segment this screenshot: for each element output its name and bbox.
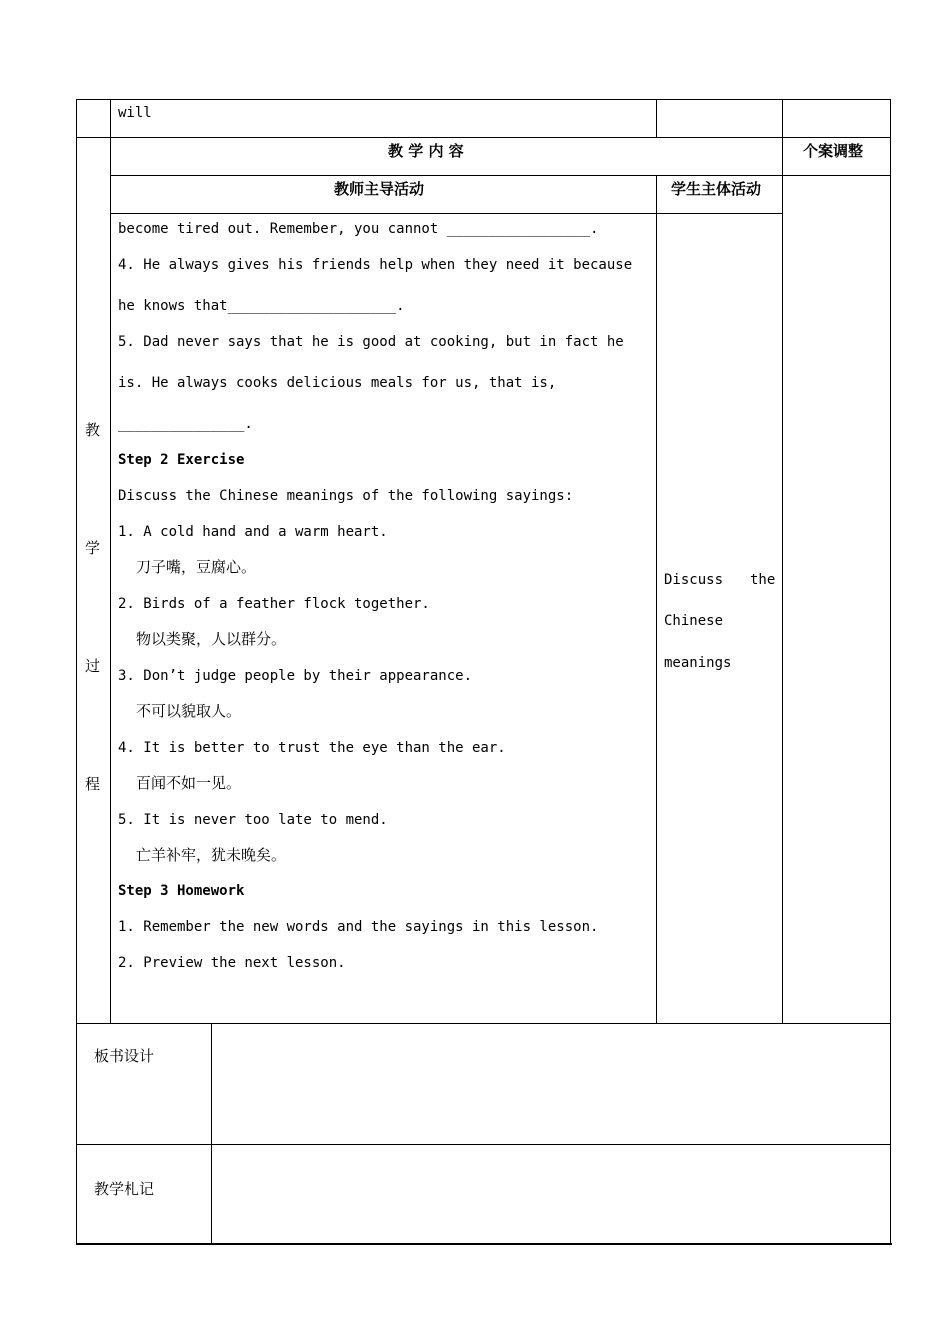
content-line-3: he knows that____________________. — [118, 298, 405, 314]
teacher-activity-header: 教师主导活动 — [334, 180, 425, 198]
student-activity-header: 学生主体活动 — [671, 180, 762, 198]
table-bottom-border — [76, 1243, 892, 1245]
student-activity-word-2: the — [750, 572, 776, 588]
board-bottom-line — [76, 1144, 891, 1145]
top-row-text: will — [118, 105, 152, 121]
saying-4-chinese: 百闻不如一见。 — [136, 774, 242, 792]
table-left-border — [76, 99, 77, 1245]
saying-2-chinese: 物以类聚，人以群分。 — [136, 630, 287, 648]
saying-1-chinese: 刀子嘴，豆腐心。 — [136, 558, 257, 576]
discuss-instruction: Discuss the Chinese meanings of the following sayings: — [118, 488, 574, 504]
saying-4: 4. It is better to trust the eye than the ear. — [118, 740, 506, 756]
homework-1: 1. Remember the new words and the sayings in this lesson. — [118, 919, 599, 935]
teaching-content-header: 教 学 内 容 — [388, 142, 464, 160]
saying-3: 3. Don’t judge people by their appearance. — [118, 668, 473, 684]
content-line-1: become tired out. Remember, you cannot _________________. — [118, 221, 599, 237]
student-activity-word-4: meanings — [664, 655, 732, 671]
saying-5-chinese: 亡羊补牢，犹未晚矣。 — [136, 846, 287, 864]
side-label-char-3: 过 — [85, 657, 101, 675]
table-right-border — [890, 99, 891, 1245]
table-top-border — [76, 99, 891, 100]
subheader-line-right — [656, 213, 782, 214]
content-line-6: _______________. — [118, 416, 253, 432]
content-line-5: is. He always cooks delicious meals for us, that is, — [118, 375, 557, 391]
content-line-2: 4. He always gives his friends help when they need it because — [118, 257, 633, 273]
step-2-heading: Step 2 Exercise — [118, 452, 245, 468]
student-activity-word-3: Chinese — [664, 613, 724, 629]
content-line-4: 5. Dad never says that he is good at cooking, but in fact he — [118, 334, 624, 350]
process-bottom-line — [76, 1023, 891, 1024]
subheader-line-left — [110, 213, 656, 214]
saying-1: 1. A cold hand and a warm heart. — [118, 524, 388, 540]
top-row-bottom-line — [76, 137, 891, 138]
side-label-char-2: 学 — [85, 539, 101, 557]
teaching-notes-label: 教学札记 — [94, 1180, 155, 1198]
homework-2: 2. Preview the next lesson. — [118, 955, 346, 971]
student-column-divider — [656, 175, 657, 1024]
side-label-char-1: 教 — [85, 421, 101, 439]
side-column-divider — [110, 99, 111, 1024]
case-adjust-header: 个案调整 — [803, 142, 864, 160]
student-activity-word-1: Discuss — [664, 572, 724, 588]
side-label-char-4: 程 — [85, 775, 101, 793]
saying-2: 2. Birds of a feather flock together. — [118, 596, 430, 612]
saying-5: 5. It is never too late to mend. — [118, 812, 388, 828]
top-row-divider-1 — [656, 99, 657, 137]
header-row-line — [110, 175, 891, 176]
step-3-heading: Step 3 Homework — [118, 883, 245, 899]
board-design-label: 板书设计 — [94, 1047, 155, 1065]
bottom-label-divider — [211, 1023, 212, 1244]
saying-3-chinese: 不可以貌取人。 — [136, 702, 242, 720]
top-row-divider-2 — [782, 99, 783, 137]
adjust-column-divider — [782, 137, 783, 1024]
